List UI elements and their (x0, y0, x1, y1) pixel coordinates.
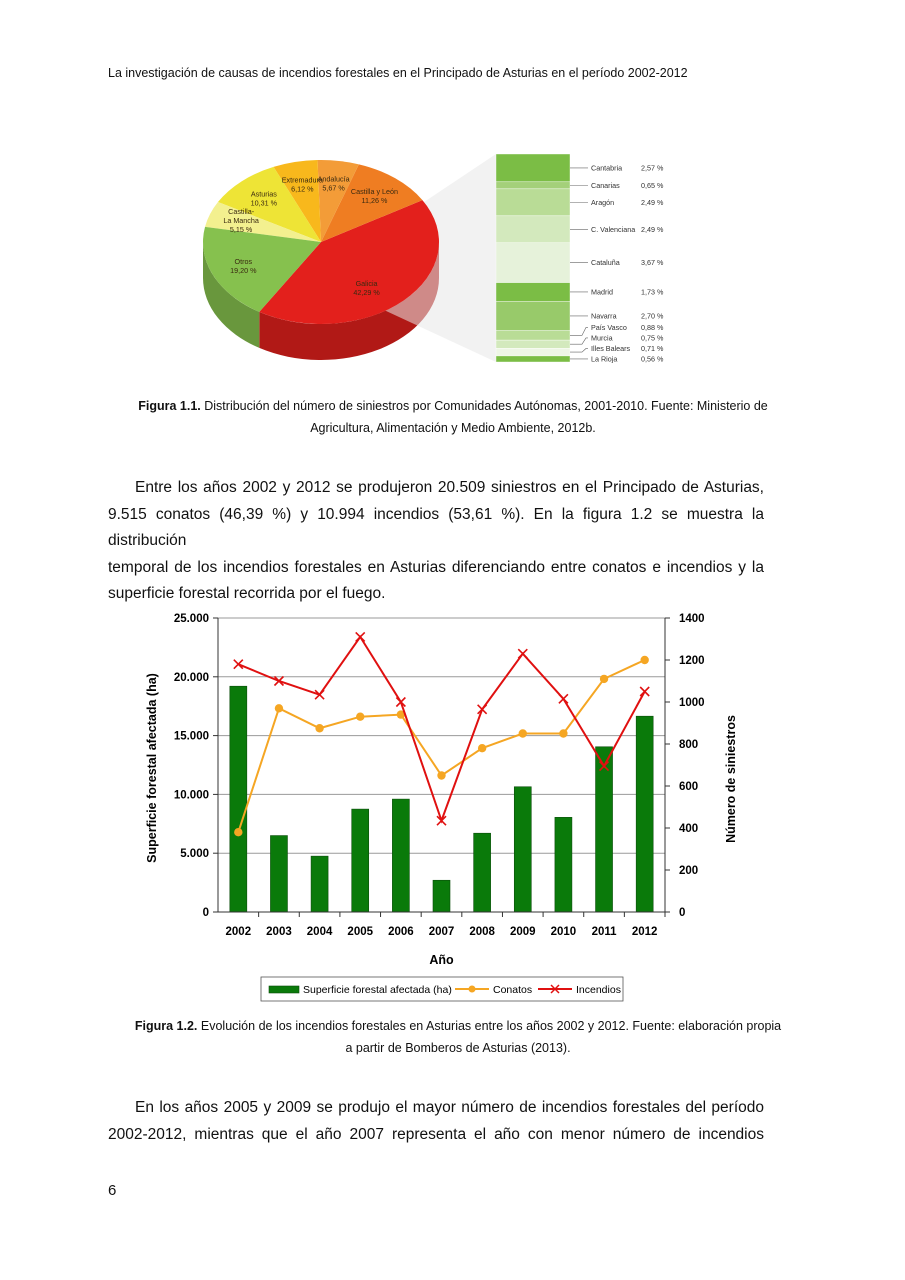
conatos-point-2009 (519, 729, 527, 737)
incendios-point-2008 (478, 705, 487, 714)
bar-2006 (392, 799, 409, 912)
paragraph-2 (108, 1095, 764, 1148)
pie-label-castilla-la-mancha: La Mancha (223, 215, 259, 225)
bar-2003 (270, 836, 287, 912)
incendios-point-2003 (274, 677, 283, 686)
conatos-point-2007 (437, 771, 445, 779)
conatos-point-2004 (315, 724, 323, 732)
conatos-point-2002 (234, 828, 242, 836)
bar-2004 (311, 856, 328, 912)
breakdown-segment-illes-balears (496, 348, 570, 356)
conatos-point-2008 (478, 744, 486, 752)
x-tick-label: 2005 (347, 926, 374, 938)
y2-tick-label: 1400 (679, 613, 705, 625)
y2-tick-label: 400 (679, 823, 699, 835)
pie-label-extremadura: Extremadura (281, 175, 323, 185)
breakdown-segment-la-rioja (496, 356, 570, 362)
incendios-point-2004 (315, 690, 324, 699)
conatos-point-2011 (600, 675, 608, 683)
conatos-point-2010 (559, 729, 567, 737)
figure1-caption-line2: Agricultura, Alimentación y Medio Ambiente, 2012b. (310, 421, 596, 435)
conatos-line (238, 660, 644, 832)
breakdown-label-murcia: Murcia (591, 333, 613, 343)
paragraph-1-line2: 9.515 conatos (46,39 %) y 10.994 incendios (53,61 %). En la figura 1.2 se muestra la distribución (108, 505, 764, 549)
pie-label-asturias: 10,31 % (250, 198, 278, 208)
x-tick-label: 2011 (591, 926, 617, 938)
paragraph-1 (108, 475, 764, 608)
x-axis-title: Año (429, 953, 454, 967)
breakdown-segment-murcia (496, 340, 570, 348)
breakdown-label-illes-balears: Illes Balears (591, 343, 631, 353)
pie-label-otros: Otros (234, 256, 253, 266)
y2-tick-label: 200 (679, 865, 699, 877)
incendios-point-2007 (437, 816, 446, 825)
incendios-point-2006 (396, 698, 405, 707)
incendios-point-2010 (559, 694, 568, 703)
y-tick-label: 0 (202, 907, 209, 919)
breakdown-segment-cantabria (496, 154, 570, 182)
figure1-caption (108, 395, 798, 439)
breakdown-value-cantabria: 2,57 % (641, 163, 664, 173)
paragraph-2-line2: 2002-2012, mientras que el año 2007 representa el año con menor número de incendios (108, 1125, 764, 1143)
pie-label-andalucia: Andalucía (317, 174, 350, 184)
breakdown-label-navarra: Navarra (591, 311, 617, 321)
breakdown-value-illes-balears: 0,71 % (641, 343, 664, 353)
breakdown-label-canarias: Canarias (591, 180, 620, 190)
pie-label-otros: 19,20 % (230, 265, 257, 275)
breakdown-segment-canarias (496, 182, 570, 189)
breakdown-value-canarias: 0,65 % (641, 180, 664, 190)
breakdown-leader-murcia (570, 338, 588, 344)
breakdown-value-aragon: 2,49 % (641, 197, 664, 207)
breakdown-value-la-rioja: 0,56 % (641, 354, 664, 364)
conatos-point-2003 (275, 704, 283, 712)
bar-2007 (433, 880, 450, 912)
figure1-caption-label: Figura 1.1. (138, 399, 201, 413)
y2-axis-title: Número de siniestros (724, 715, 738, 843)
x-tick-label: 2009 (509, 926, 536, 938)
breakdown-value-pais-vasco: 0,88 % (641, 322, 664, 332)
breakdown-value-murcia: 0,75 % (641, 333, 664, 343)
figure2-caption-line1: Evolución de los incendios forestales en Asturias entre los años 2002 y 2012. Fuente: elaboración propia (200, 1019, 782, 1033)
bar-2012 (636, 716, 653, 912)
legend-label-incendios: Incendios (576, 984, 621, 996)
y2-tick-label: 0 (679, 907, 686, 919)
bar-2010 (555, 817, 572, 912)
paragraph-1-line3: temporal de los incendios forestales en Asturias diferenciando entre conatos e incendios y la (108, 558, 764, 576)
breakdown-label-cantabria: Cantabria (591, 163, 623, 173)
page-number: 6 (108, 1182, 117, 1199)
x-tick-label: 2006 (388, 926, 414, 938)
breakdown-segment-aragon (496, 189, 570, 216)
y2-tick-label: 1000 (679, 697, 705, 709)
incendios-point-2012 (640, 687, 649, 696)
breakdown-label-madrid: Madrid (591, 287, 613, 297)
breakdown-segment-madrid (496, 283, 570, 302)
y2-tick-label: 800 (679, 739, 699, 751)
y2-tick-label: 1200 (679, 655, 705, 667)
running-header: La investigación de causas de incendios forestales en el Principado de Asturias en el período 2002-2012 (108, 66, 688, 80)
pie-figure (190, 148, 690, 370)
conatos-point-2012 (640, 656, 648, 664)
combo-chart (130, 600, 750, 1010)
figure2-caption-label: Figura 1.2. (134, 1019, 198, 1033)
legend-bar-swatch (269, 986, 299, 993)
breakdown-value-cataluna: 3,67 % (641, 258, 664, 268)
bar-2002 (230, 686, 247, 912)
breakdown-segment-c-valenciana (496, 216, 570, 243)
pie-label-extremadura: 6,12 % (291, 184, 314, 194)
figure2-caption-line2: a partir de Bomberos de Asturias (2013). (345, 1041, 571, 1055)
breakdown-value-navarra: 2,70 % (641, 311, 664, 321)
figure2-caption (108, 1015, 808, 1059)
breakdown-segment-navarra (496, 301, 570, 330)
bar-2009 (514, 787, 531, 912)
y-tick-label: 5.000 (180, 848, 209, 861)
pie-label-asturias: Asturias (250, 189, 277, 199)
incendios-point-2009 (518, 649, 527, 658)
pie-label-galicia: 42,29 % (353, 288, 380, 298)
breakdown-leader-pais-vasco (570, 327, 588, 335)
figure1-caption-line1: Distribución del número de siniestros por Comunidades Autónomas, 2001-2010. Fuente: Ministerio de (204, 399, 768, 413)
breakdown-label-cataluna: Cataluña (591, 258, 620, 268)
bar-2005 (352, 809, 369, 912)
x-tick-label: 2004 (306, 926, 333, 938)
pie-label-castilla-y-leon: 11,26 % (361, 196, 388, 206)
breakdown-value-madrid: 1,73 % (641, 287, 664, 297)
paragraph-1-line1: Entre los años 2002 y 2012 se produjeron 20.509 siniestros en el Principado de Asturias, (135, 479, 764, 496)
pie-label-castilla-la-mancha: Castilla- (228, 206, 255, 216)
x-tick-label: 2007 (428, 926, 455, 938)
y-tick-label: 25.000 (173, 613, 209, 625)
legend-label-superficie: Superficie forestal afectada (ha) (303, 984, 452, 996)
y-tick-label: 15.000 (173, 730, 209, 743)
paragraph-1-line4: superficie forestal recorrida por el fuego. (108, 585, 386, 602)
pie-label-castilla-la-mancha: 5,15 % (229, 224, 253, 234)
conatos-point-2005 (356, 713, 364, 721)
breakdown-label-la-rioja: La Rioja (591, 354, 618, 364)
breakdown-segment-cataluna (496, 243, 570, 283)
breakdown-leader-illes-balears (570, 348, 588, 352)
pie-label-castilla-y-leon: Castilla y León (350, 187, 399, 197)
breakdown-label-c-valenciana: C. Valenciana (591, 224, 636, 234)
pie-label-andalucia: 5,67 % (322, 183, 345, 193)
bar-2008 (474, 833, 491, 912)
x-tick-label: 2003 (266, 926, 292, 938)
y-tick-label: 10.000 (173, 789, 209, 802)
x-tick-label: 2010 (550, 926, 577, 938)
incendios-point-2005 (356, 632, 365, 641)
breakdown-label-aragon: Aragón (591, 197, 615, 207)
paragraph-2-line1: En los años 2005 y 2009 se produjo el mayor número de incendios forestales del período (135, 1099, 764, 1116)
y-tick-label: 20.000 (173, 671, 209, 684)
incendios-point-2002 (234, 660, 243, 669)
incendios-line (238, 637, 644, 821)
pie-label-galicia: Galicia (355, 279, 378, 289)
bar-2011 (596, 747, 613, 912)
breakdown-value-c-valenciana: 2,49 % (641, 224, 664, 234)
legend-conatos-marker (469, 986, 476, 993)
breakdown-segment-pais-vasco (496, 331, 570, 341)
y-axis-title: Superficie forestal afectada (ha) (145, 673, 159, 863)
x-tick-label: 2002 (225, 926, 252, 938)
legend-label-conatos: Conatos (493, 984, 533, 996)
x-tick-label: 2008 (469, 926, 495, 938)
breakdown-label-pais-vasco: País Vasco (591, 322, 627, 332)
x-tick-label: 2012 (631, 926, 658, 938)
y2-tick-label: 600 (679, 781, 699, 793)
